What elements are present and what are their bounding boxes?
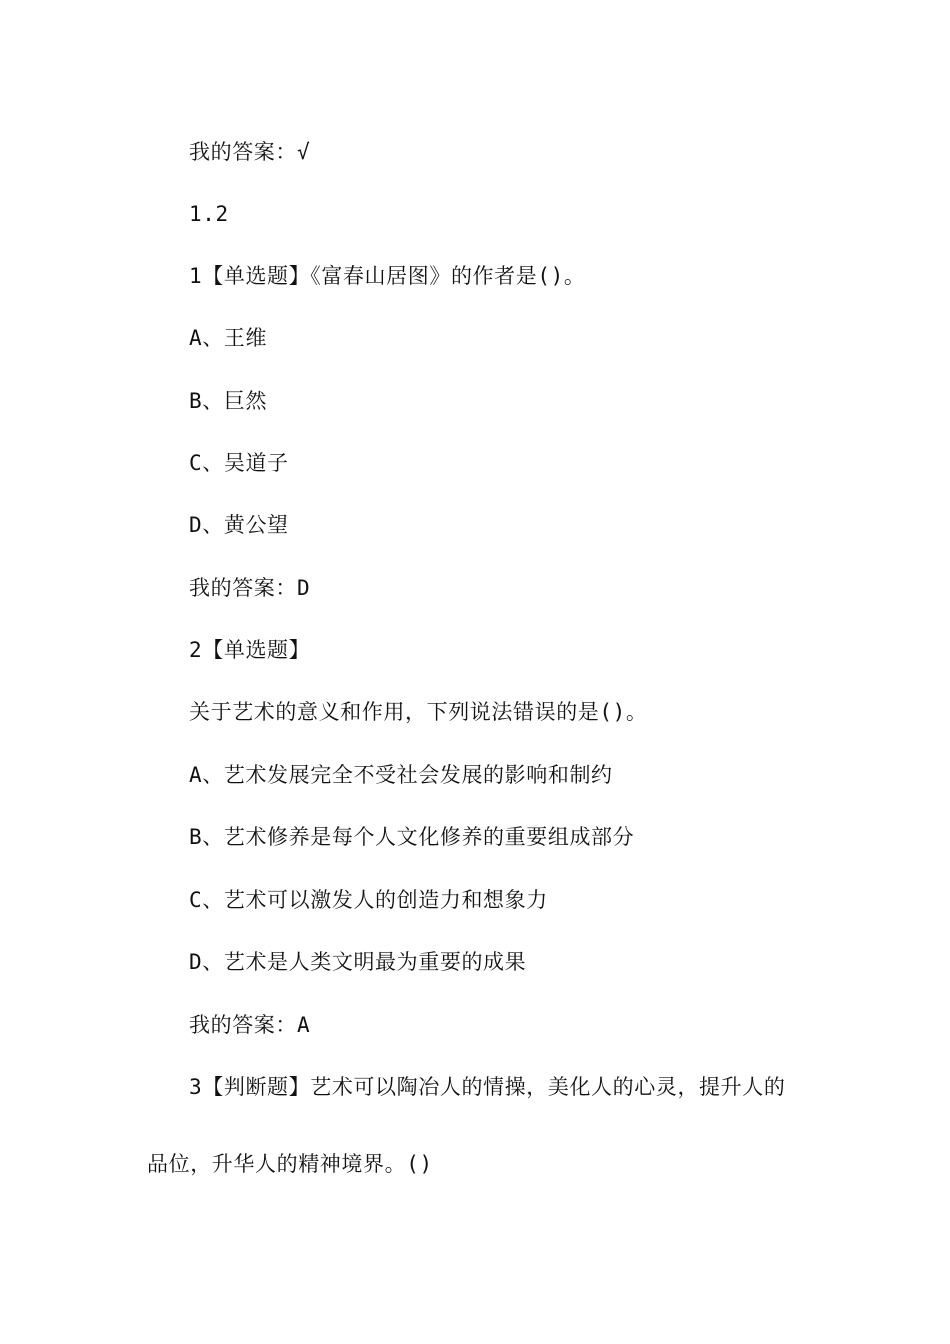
question-2-text: 关于艺术的意义和作用，下列说法错误的是()。 xyxy=(189,700,648,724)
question-1-text: 1【单选题】《富春山居图》的作者是()。 xyxy=(189,264,586,288)
question-3-text-continued: 品位，升华人的精神境界。() xyxy=(147,1152,433,1176)
question-1-answer: 我的答案：D xyxy=(189,576,311,600)
question-2-option-b: B、艺术修养是每个人文化修养的重要组成部分 xyxy=(189,825,635,849)
question-2-option-a: A、艺术发展完全不受社会发展的影响和制约 xyxy=(189,763,613,787)
question-3-text: 3【判断题】艺术可以陶冶人的情操，美化人的心灵，提升人的 xyxy=(189,1075,786,1099)
question-1-option-a: A、王维 xyxy=(189,326,268,350)
question-2-heading: 2【单选题】 xyxy=(189,638,311,662)
section-number: 1.2 xyxy=(189,202,229,226)
question-2-answer: 我的答案：A xyxy=(189,1013,311,1037)
answer-line: 我的答案：√ xyxy=(189,140,311,164)
question-1-option-d: D、黄公望 xyxy=(189,513,289,537)
question-2-option-c: C、艺术可以激发人的创造力和想象力 xyxy=(189,888,548,912)
question-2-option-d: D、艺术是人类文明最为重要的成果 xyxy=(189,950,527,974)
question-1-option-c: C、吴道子 xyxy=(189,451,289,475)
question-1-option-b: B、巨然 xyxy=(189,389,268,413)
